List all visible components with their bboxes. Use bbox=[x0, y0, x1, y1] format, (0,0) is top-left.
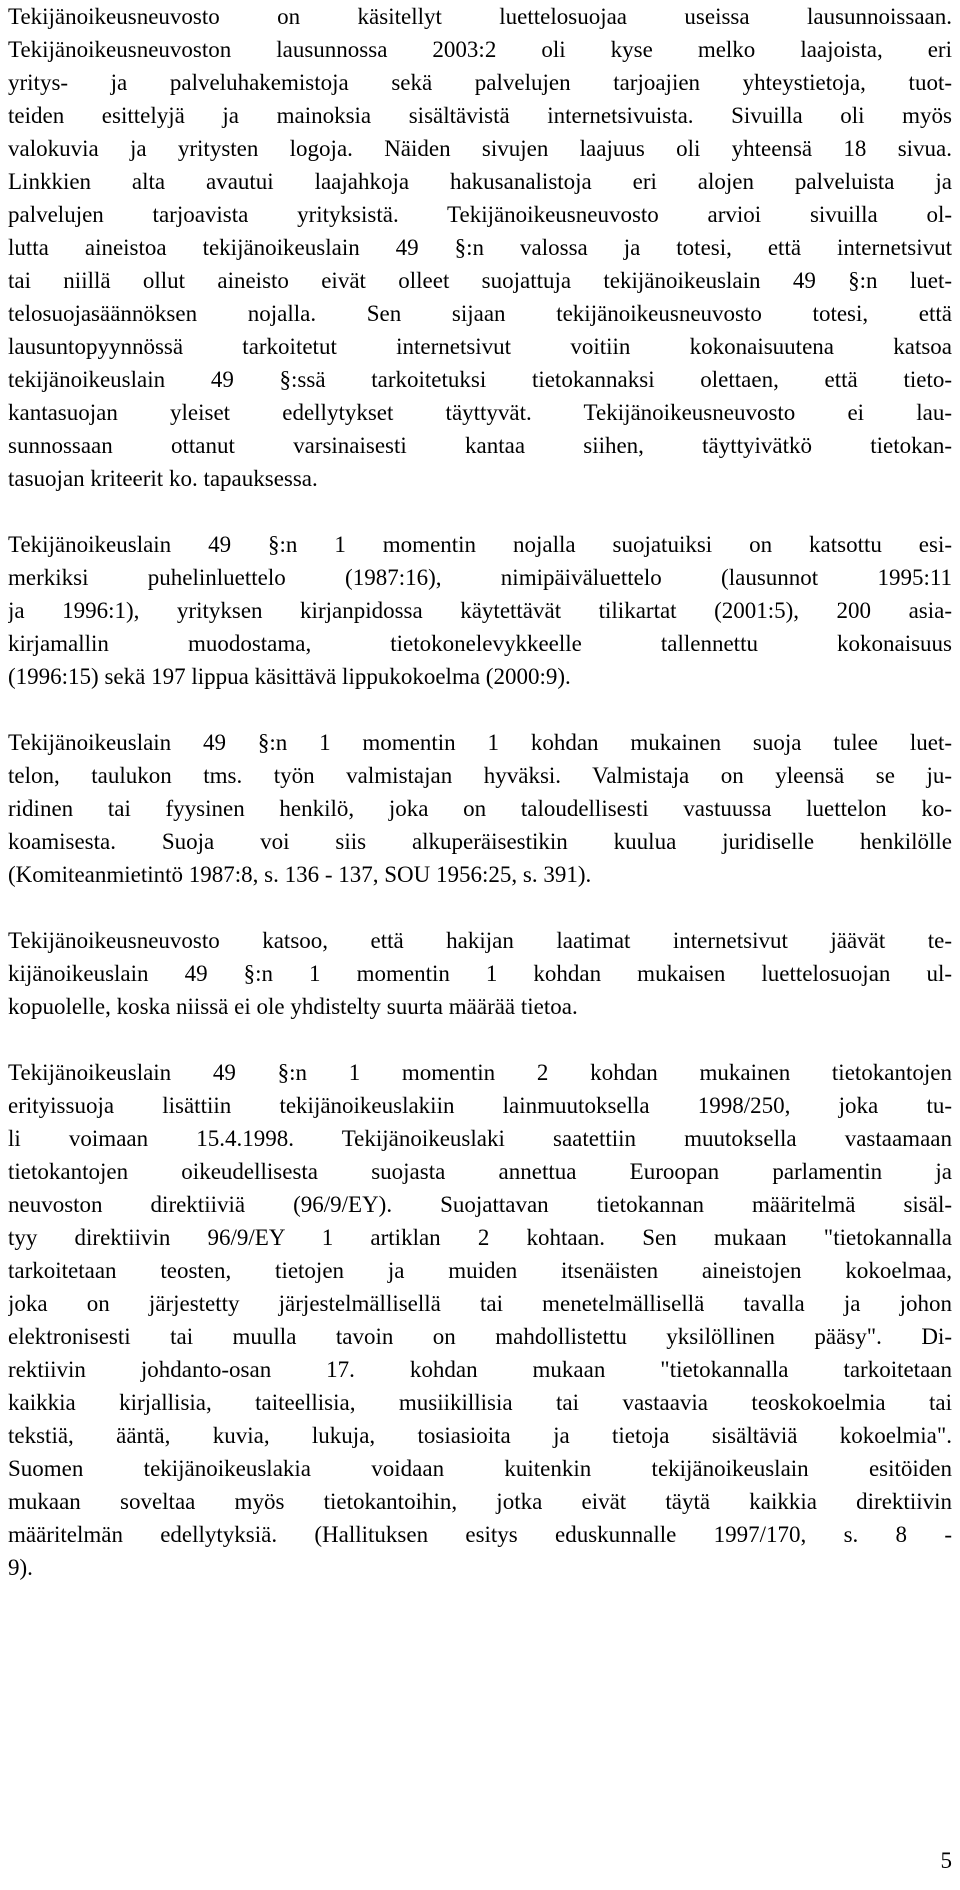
text-line: lausuntopyynnössä tarkoitetut internetsivut voitiin kokonaisuutena katsoa bbox=[8, 334, 952, 359]
paragraph-spacer bbox=[8, 693, 952, 726]
paragraph-spacer bbox=[8, 891, 952, 924]
paragraph-valmistajan-suoja bbox=[8, 726, 952, 891]
text-line: (1996:15) sekä 197 lippua käsittävä lippukokoelma (2000:9). bbox=[8, 664, 571, 689]
text-line: Tekijänoikeusneuvoston lausunnossa 2003:2 oli kyse melko laajoista, eri bbox=[8, 37, 952, 62]
text-line: ja 1996:1), yrityksen kirjanpidossa käytettävät tilikartat (2001:5), 200 asia- bbox=[8, 598, 952, 623]
text-line: kijänoikeuslain 49 §:n 1 momentin 1 kohdan mukaisen luettelosuojan ul- bbox=[8, 961, 952, 986]
text-line: merkiksi puhelinluettelo (1987:16), nimipäiväluettelo (lausunnot 1995:11 bbox=[8, 565, 952, 590]
text-line: Tekijänoikeuslain 49 §:n 1 momentin nojalla suojatuiksi on katsottu esi- bbox=[8, 532, 952, 557]
text-line: Linkkien alta avautui laajahkoja hakusanalistoja eri alojen palveluista ja bbox=[8, 169, 952, 194]
paragraph-spacer bbox=[8, 495, 952, 528]
text-line: neuvoston direktiiviä (96/9/EY). Suojattavan tietokannan määritelmä sisäl- bbox=[8, 1192, 952, 1217]
text-line: tyy direktiivin 96/9/EY 1 artiklan 2 kohtaan. Sen mukaan "tietokannalla bbox=[8, 1225, 952, 1250]
text-line: li voimaan 15.4.1998. Tekijänoikeuslaki saatettiin muutoksella vastaamaan bbox=[8, 1126, 952, 1151]
text-line: ridinen tai fyysinen henkilö, joka on taloudellisesti vastuussa luettelon ko- bbox=[8, 796, 952, 821]
paragraph-suojatut-esimerkit bbox=[8, 528, 952, 693]
text-line: tarkoitetaan teosten, tietojen ja muiden itsenäisten aineistojen kokoelmaa, bbox=[8, 1258, 952, 1283]
text-line: rektiivin johdanto-osan 17. kohdan mukaan "tietokannalla tarkoitetaan bbox=[8, 1357, 952, 1382]
text-line: 9). bbox=[8, 1555, 33, 1580]
paragraph-neuvoston-kanta bbox=[8, 924, 952, 1023]
text-line: kaikkia kirjallisia, taiteellisia, musiikillisia tai vastaavia teoskokoelmia tai bbox=[8, 1390, 952, 1415]
text-line: tekijänoikeuslain 49 §:ssä tarkoitetuksi tietokannaksi olettaen, että tieto- bbox=[8, 367, 952, 392]
text-line: joka on järjestetty järjestelmällisellä tai menetelmällisellä tavalla ja johon bbox=[8, 1291, 952, 1316]
text-line: mukaan soveltaa myös tietokantoihin, jotka eivät täytä kaikkia direktiivin bbox=[8, 1489, 952, 1514]
text-line: tietokantojen oikeudellisesta suojasta annettua Euroopan parlamentin ja bbox=[8, 1159, 952, 1184]
text-line: yritys- ja palveluhakemistoja sekä palvelujen tarjoajien yhteystietoja, tuot- bbox=[8, 70, 952, 95]
text-line: tasuojan kriteerit ko. tapauksessa. bbox=[8, 466, 318, 491]
text-line: kopuolelle, koska niissä ei ole yhdistelty suurta määrää tietoa. bbox=[8, 994, 578, 1019]
text-line: kirjamallin muodostama, tietokonelevykkeelle tallennettu kokonaisuus bbox=[8, 631, 952, 656]
text-line: Tekijänoikeusneuvosto katsoo, että hakijan laatimat internetsivut jäävät te- bbox=[8, 928, 952, 953]
document-page bbox=[8, 0, 952, 1584]
text-line: elektronisesti tai muulla tavoin on mahdollistettu yksilöllinen pääsy". Di- bbox=[8, 1324, 952, 1349]
text-line: sunnossaan ottanut varsinaisesti kantaa siihen, täyttyivätkö tietokan- bbox=[8, 433, 952, 458]
paragraph-tietokantasuoja bbox=[8, 1056, 952, 1584]
text-line: lutta aineistoa tekijänoikeuslain 49 §:n valossa ja totesi, että internetsivut bbox=[8, 235, 952, 260]
text-line: määritelmän edellytyksiä. (Hallituksen esitys eduskunnalle 1997/170, s. 8 - bbox=[8, 1522, 952, 1547]
text-line: (Komiteanmietintö 1987:8, s. 136 - 137, SOU 1956:25, s. 391). bbox=[8, 862, 592, 887]
text-line: Tekijänoikeuslain 49 §:n 1 momentin 1 kohdan mukainen suoja tulee luet- bbox=[8, 730, 952, 755]
text-line: Tekijänoikeuslain 49 §:n 1 momentin 2 kohdan mukainen tietokantojen bbox=[8, 1060, 952, 1085]
text-line: Tekijänoikeusneuvosto on käsitellyt luettelosuojaa useissa lausunnoissaan. bbox=[8, 4, 952, 29]
text-line: koamisesta. Suoja voi siis alkuperäisestikin kuulua juridiselle henkilölle bbox=[8, 829, 952, 854]
text-line: Suomen tekijänoikeuslakia voidaan kuitenkin tekijänoikeuslain esitöiden bbox=[8, 1456, 952, 1481]
text-line: kantasuojan yleiset edellytykset täyttyvät. Tekijänoikeusneuvosto ei lau- bbox=[8, 400, 952, 425]
text-line: palvelujen tarjoavista yrityksistä. Tekijänoikeusneuvosto arvioi sivuilla ol- bbox=[8, 202, 952, 227]
text-line: tekstiä, ääntä, kuvia, lukuja, tosiasioita ja tietoja sisältäviä kokoelmia". bbox=[8, 1423, 952, 1448]
paragraph-spacer bbox=[8, 1023, 952, 1056]
paragraph-luettelosuoja-lausunnot bbox=[8, 0, 952, 495]
text-line: teiden esittelyjä ja mainoksia sisältävistä internetsivuista. Sivuilla oli myös bbox=[8, 103, 952, 128]
text-line: telosuojasäännöksen nojalla. Sen sijaan tekijänoikeusneuvosto totesi, että bbox=[8, 301, 952, 326]
text-line: tai niillä ollut aineisto eivät olleet suojattuja tekijänoikeuslain 49 §:n luet- bbox=[8, 268, 952, 293]
text-line: telon, taulukon tms. työn valmistajan hyväksi. Valmistaja on yleensä se ju- bbox=[8, 763, 952, 788]
page-number: 5 bbox=[940, 1848, 952, 1873]
text-line: erityissuoja lisättiin tekijänoikeuslakiin lainmuutoksella 1998/250, joka tu- bbox=[8, 1093, 952, 1118]
text-line: valokuvia ja yritysten logoja. Näiden sivujen laajuus oli yhteensä 18 sivua. bbox=[8, 136, 952, 161]
